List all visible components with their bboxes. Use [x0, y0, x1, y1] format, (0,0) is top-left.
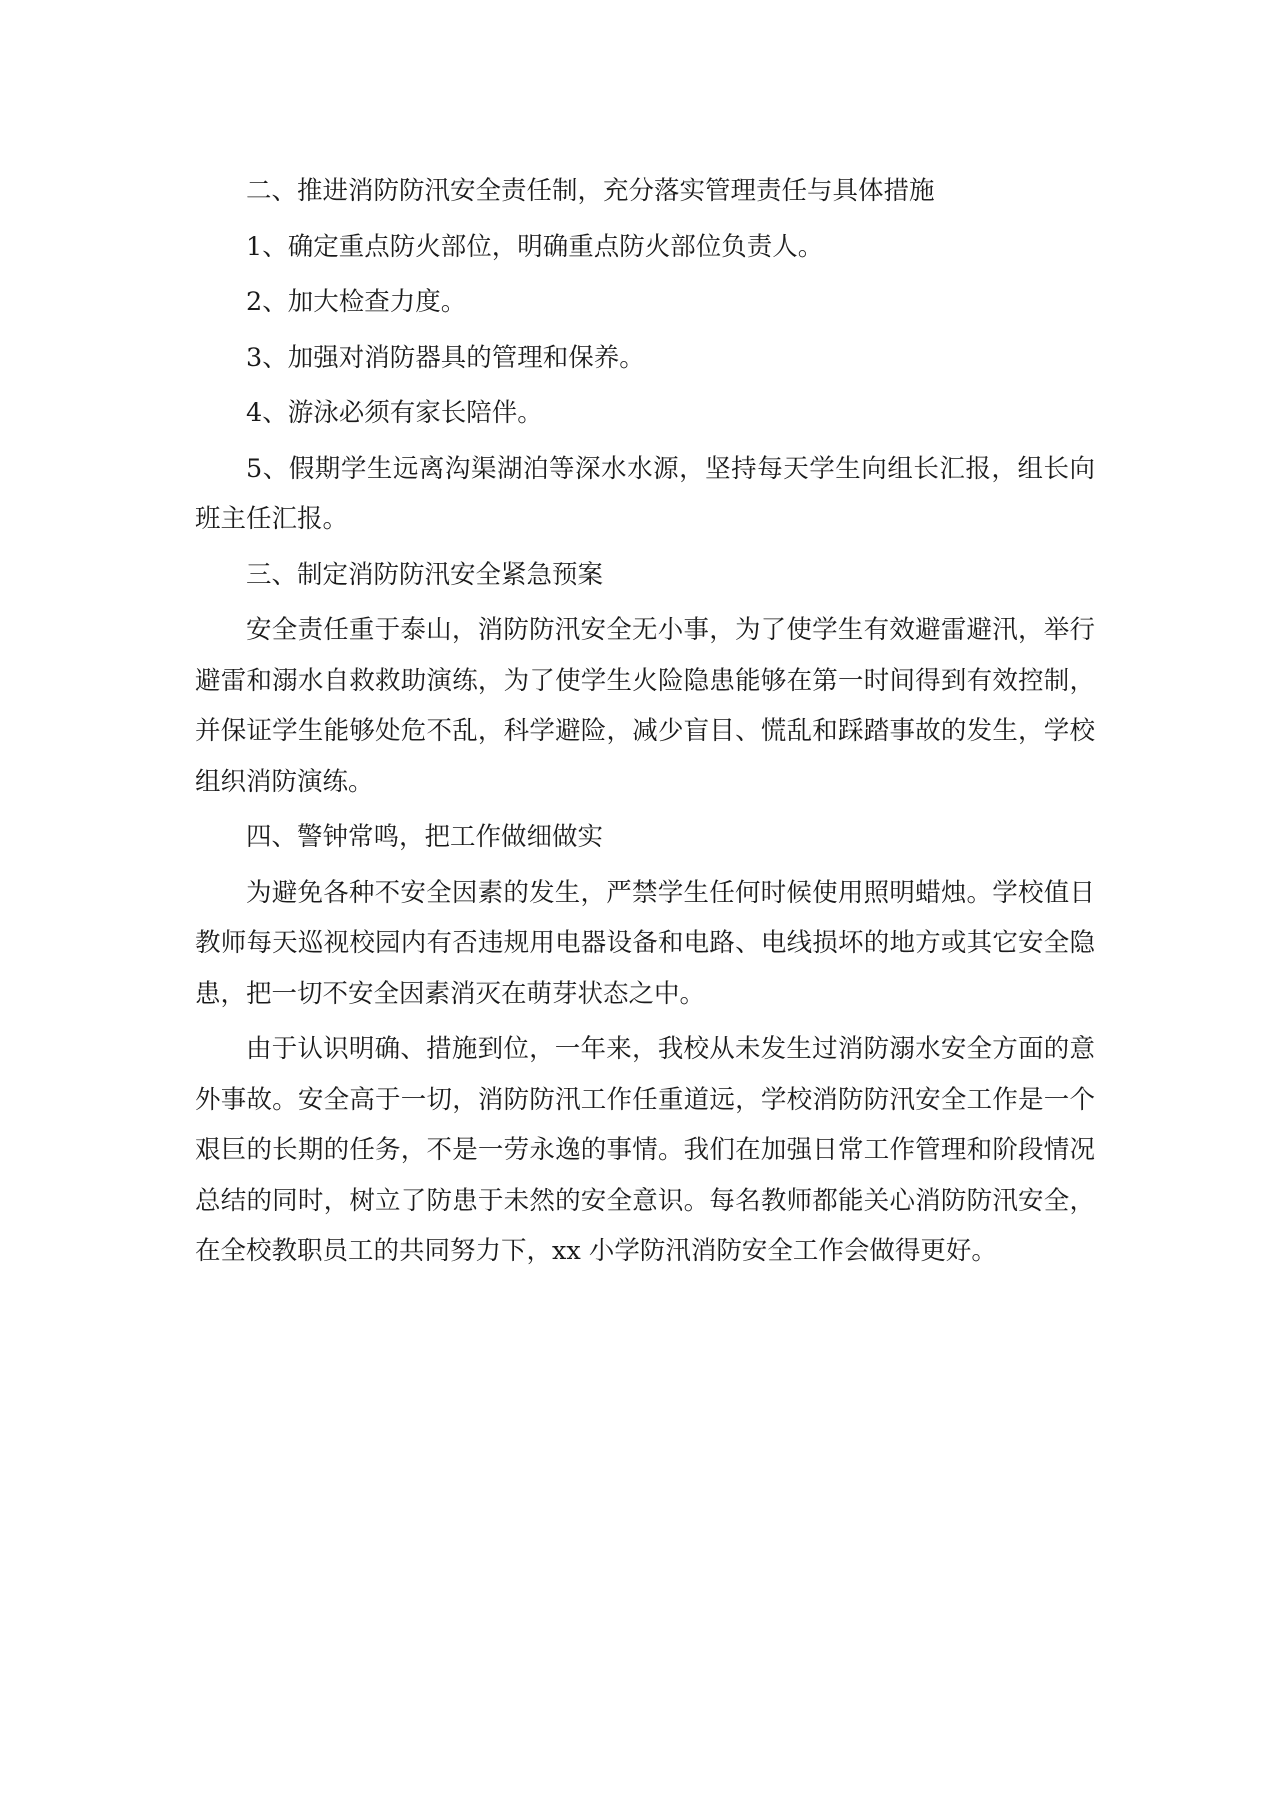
- conclusion-paragraph: 由于认识明确、措施到位，一年来，我校从未发生过消防溺水安全方面的意外事故。安全高于一切，消防防汛工作任重道远，学校消防防汛安全工作是一个艰巨的长期的任务，不是一劳永逸的事情。我们在加强日常工作管理和阶段情况总结的同时，树立了防患于未然的安全意识。每名教师都能关心消防防汛安全，在全校教职员工的共同努力下，xx 小学防汛消防安全工作会做得更好。: [195, 1034, 1095, 1266]
- body-paragraph: 为避免各种不安全因素的发生，严禁学生任何时候使用照明蜡烛。学校值日教师每天巡视校园内有否违规用电器设备和电路、电线损坏的地方或其它安全隐患，把一切不安全因素消灭在萌芽状态之中。: [195, 877, 1095, 1009]
- document-page: [195, 166, 1095, 1282]
- section-heading-2: 二、推进消防防汛安全责任制，充分落实管理责任与具体措施: [246, 176, 935, 206]
- list-item-5: 5、假期学生远离沟渠湖泊等深水水源，坚持每天学生向组长汇报，组长向班主任汇报。: [195, 453, 1095, 534]
- section-heading-4: 四、警钟常鸣，把工作做细做实: [246, 822, 604, 852]
- section-heading-3: 三、制定消防防汛安全紧急预案: [246, 559, 604, 590]
- list-item-4: 4、游泳必须有家长陪伴。: [246, 398, 543, 428]
- list-item-2: 2、加大检查力度。: [246, 287, 467, 317]
- list-item-3: 3、加强对消防器具的管理和保养。: [246, 342, 645, 373]
- list-item-1: 1、确定重点防火部位，明确重点防火部位负责人。: [246, 231, 824, 262]
- body-paragraph: 安全责任重于泰山，消防防汛安全无小事，为了使学生有效避雷避汛，举行避雷和溺水自救救助演练，为了使学生火险隐患能够在第一时间得到有效控制，并保证学生能够处危不乱，科学避险，减少盲目、慌乱和踩踏事故的发生，学校组织消防演练。: [195, 615, 1095, 797]
